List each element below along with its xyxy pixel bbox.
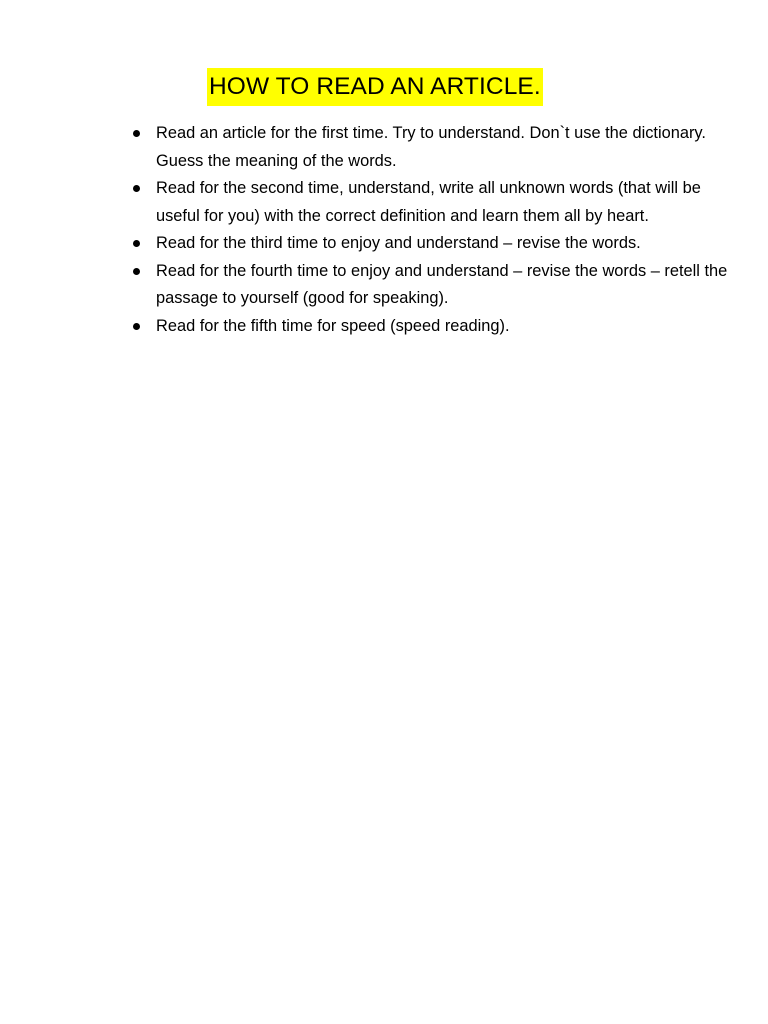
bullet-icon [133, 185, 140, 192]
step-text: Read for the fifth time for speed (speed reading). [156, 316, 510, 335]
step-text: Read for the fourth time to enjoy and understand – revise the words – retell the passage to yourself (good for speaking). [156, 261, 728, 307]
list-item [130, 258, 730, 313]
reading-steps-list [130, 120, 730, 340]
bullet-icon [133, 268, 140, 275]
list-item [130, 120, 730, 175]
step-text: Read an article for the first time. Try to understand. Don`t use the dictionary. Guess the meaning of the words. [156, 124, 706, 170]
list-item [130, 175, 730, 230]
step-text: Read for the third time to enjoy and understand – revise the words. [156, 234, 641, 252]
list-item [130, 313, 730, 341]
document-title: HOW TO READ AN ARTICLE. [207, 68, 543, 106]
bullet-icon [133, 240, 140, 247]
bullet-icon [133, 130, 140, 137]
bullet-icon [133, 323, 140, 330]
list-item [130, 230, 730, 258]
step-text: Read for the second time, understand, write all unknown words (that will be useful for you) with the correct definition and learn them all by heart. [156, 179, 701, 225]
